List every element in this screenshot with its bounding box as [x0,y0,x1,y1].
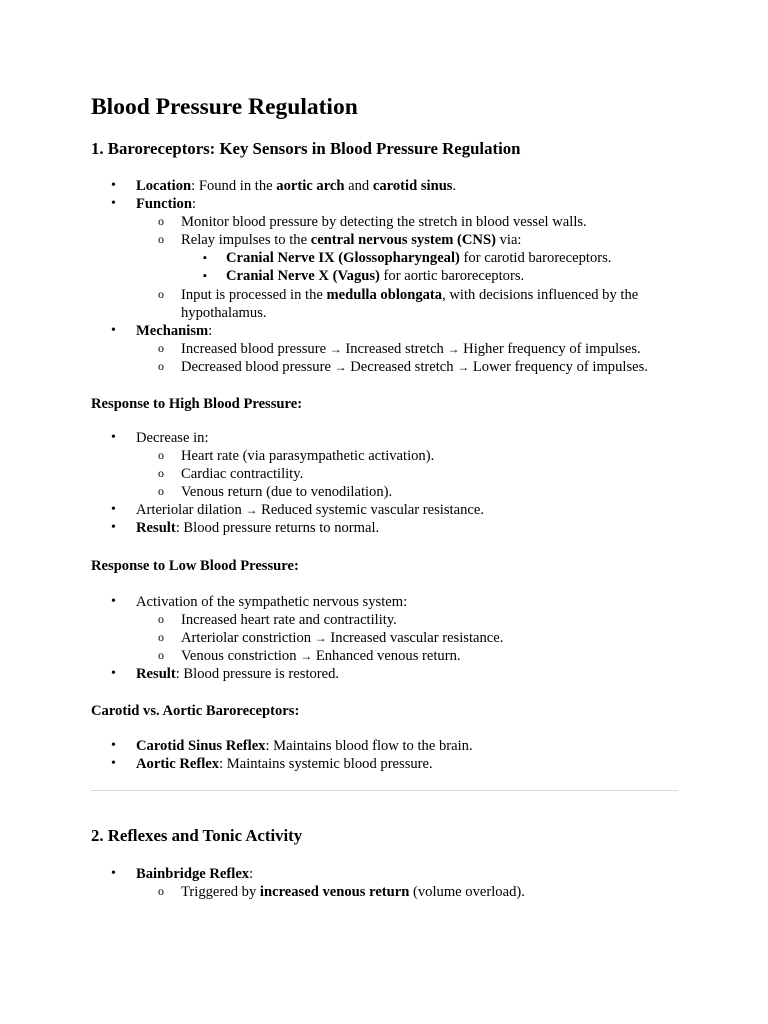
arrow-right-icon: → [329,341,342,356]
list-item: • Aortic Reflex: Maintains systemic blood pressure. [91,755,678,773]
list-sub-item: o Arteriolar constriction → Increased vascular resistance. [136,629,678,647]
list-item: • Result: Blood pressure is restored. [91,665,678,683]
arrow-right-icon: → [300,649,313,664]
nerve-sublist [181,249,678,285]
list-sub-item: o Triggered by increased venous return (volume overload). [136,883,678,901]
high-bp-list [91,429,678,538]
list-sub-item: o Increased heart rate and contractility. [136,611,678,629]
function-item: • Function: o Monitor blood pressure by detecting the stretch in blood vessel walls. o Relay impulses to the central nervous system (CNS) via: ▪ Cranial Nerve IX (Glossopharyngeal) for carotid baroreceptors. ▪ Cranial Nerve X (Vagus) for aortic baroreceptors. o Input is processed in the medulla oblongata, with decisions influenced by the hypothalamus. [91,195,678,322]
page-title: Blood Pressure Regulation [91,94,358,120]
bainbridge-item: • Bainbridge Reflex: o Triggered by increased venous return (volume overload). [91,865,678,901]
reflex-list [91,865,678,901]
function-sub-item: o Relay impulses to the central nervous system (CNS) via: ▪ Cranial Nerve IX (Glossopharyngeal) for carotid baroreceptors. ▪ Cranial Nerve X (Vagus) for aortic baroreceptors. [136,231,678,285]
section-2-heading: 2. Reflexes and Tonic Activity [91,826,303,845]
mechanism-sub-item: o Increased blood pressure → Increased stretch → Higher frequency of impulses. [136,340,678,358]
decrease-sublist [136,447,678,501]
arrow-right-icon: → [457,359,470,374]
mechanism-item: • Mechanism: o Increased blood pressure → Increased stretch → Higher frequency of impulses. o Decreased blood pressure → Decreased stretch → Lower frequency of impulses. [91,322,678,376]
arrow-right-icon: → [314,631,327,646]
list-item: • Result: Blood pressure returns to normal. [91,519,678,537]
arrow-right-icon: → [245,503,258,518]
nerve-item: ▪ Cranial Nerve X (Vagus) for aortic baroreceptors. [181,267,678,285]
baroreceptor-list [91,177,678,376]
activation-sublist [136,611,678,665]
list-sub-item: o Venous return (due to venodilation). [136,483,678,501]
arrow-right-icon: → [447,341,460,356]
arrow-right-icon: → [334,359,347,374]
low-bp-heading: Response to Low Blood Pressure: [91,558,299,574]
bainbridge-sublist [136,883,678,901]
function-sub-item: o Monitor blood pressure by detecting the stretch in blood vessel walls. [136,213,678,231]
list-sub-item: o Venous constriction → Enhanced venous return. [136,647,678,665]
list-item: • Carotid Sinus Reflex: Maintains blood flow to the brain. [91,737,678,755]
location-item: • Location: Found in the aortic arch and carotid sinus. [91,177,678,195]
list-sub-item: o Heart rate (via parasympathetic activation). [136,447,678,465]
list-item: • Activation of the sympathetic nervous system: o Increased heart rate and contractility. o Arteriolar constriction → Increased vascular resistance. o Venous constriction → Enhanced venous return. [91,593,678,665]
carotid-aortic-heading: Carotid vs. Aortic Baroreceptors: [91,703,300,719]
function-sub-item: o Input is processed in the medulla oblongata, with decisions influenced by the hypothalamus. [136,286,678,322]
horizontal-divider [91,790,678,791]
list-sub-item: o Cardiac contractility. [136,465,678,483]
carotid-aortic-list [91,737,678,773]
mechanism-sub-item: o Decreased blood pressure → Decreased stretch → Lower frequency of impulses. [136,358,678,376]
list-item: • Decrease in: o Heart rate (via parasympathetic activation). o Cardiac contractility. o Venous return (due to venodilation). [91,429,678,501]
section-1-heading: 1. Baroreceptors: Key Sensors in Blood Pressure Regulation [91,139,521,158]
high-bp-heading: Response to High Blood Pressure: [91,396,303,412]
low-bp-list [91,593,678,683]
list-item: • Arteriolar dilation → Reduced systemic vascular resistance. [91,501,678,519]
nerve-item: ▪ Cranial Nerve IX (Glossopharyngeal) for carotid baroreceptors. [181,249,678,267]
mechanism-sublist [136,340,678,376]
function-sublist [136,213,678,322]
